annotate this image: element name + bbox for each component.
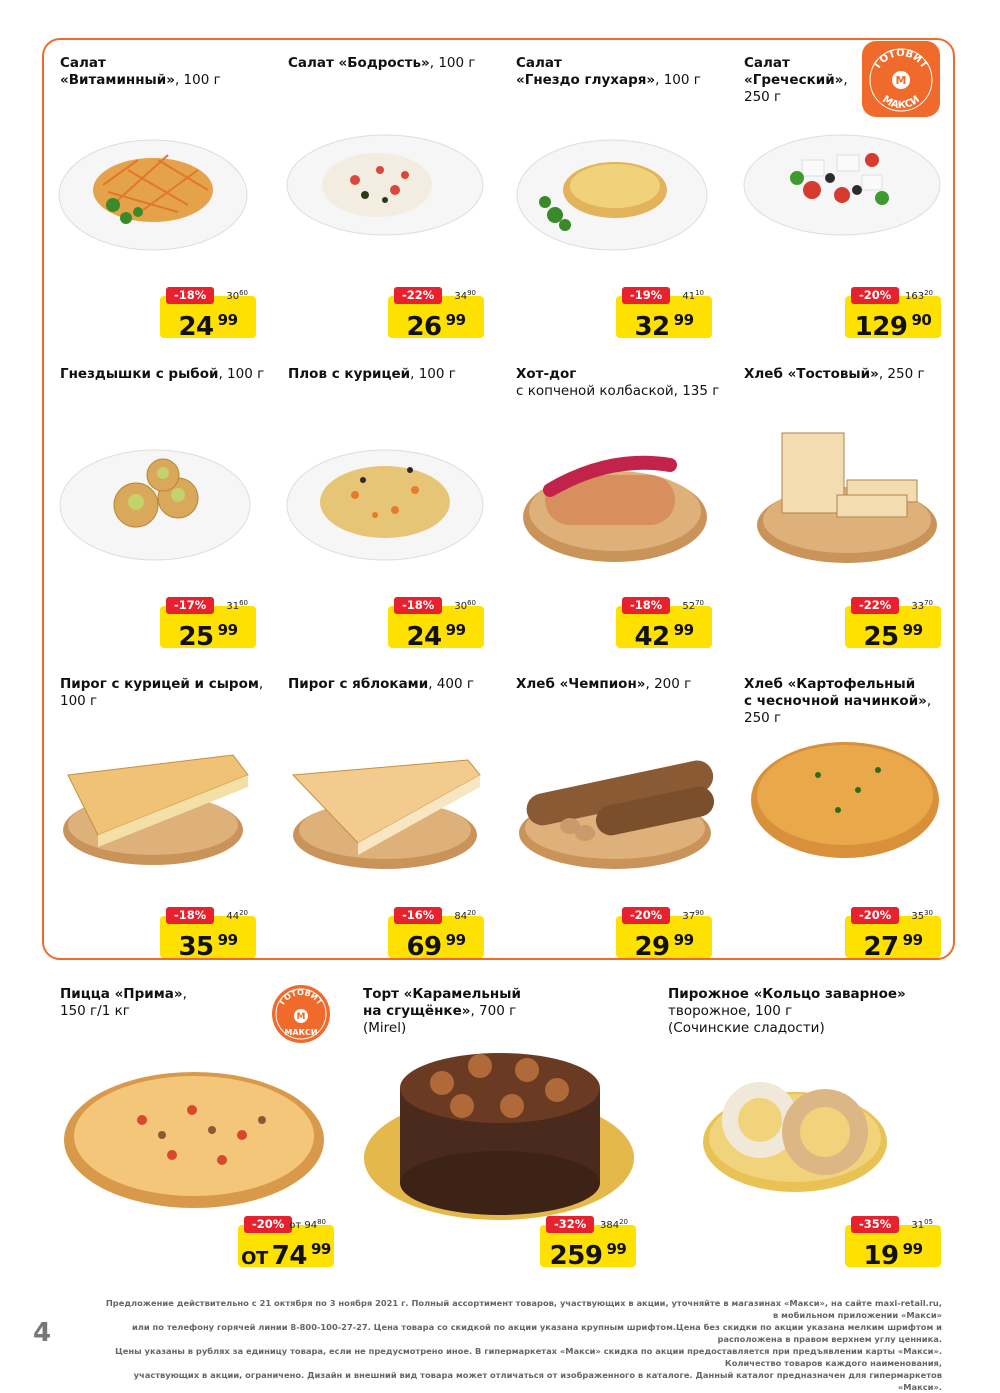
new-price: 24 $^{99}$ [406, 621, 466, 652]
old-price: $41^{10}$ [682, 289, 704, 302]
salad-greek-image [742, 130, 942, 240]
product-title: Салат «Греческий», 250 г [744, 55, 848, 105]
fish-nests-image [58, 440, 253, 565]
product-title: Салат «Витаминный», 100 г [60, 55, 221, 88]
old-price: от $94^{80}$ [289, 1218, 326, 1231]
ring-pastry-image [700, 1070, 890, 1195]
price-tag [238, 1216, 334, 1271]
product-title: Торт «Карамельный на сгущёнке», 700 г (Mirel) [363, 986, 521, 1036]
gotovit-maksi-badge [862, 41, 940, 117]
salad-vitamin-image [58, 130, 248, 255]
salad-bodrost-image [285, 130, 485, 240]
discount-badge: -35% [851, 1216, 899, 1233]
discount-badge: -22% [851, 597, 899, 614]
new-price: 25 $^{99}$ [863, 621, 923, 652]
price-tag [845, 907, 941, 962]
toast-bread-image [752, 425, 942, 565]
price-tag [845, 1216, 941, 1271]
discount-badge: -20% [622, 907, 670, 924]
discount-badge: -32% [546, 1216, 594, 1233]
discount-badge: -18% [166, 907, 214, 924]
discount-badge: -20% [244, 1216, 292, 1233]
product-title: Хлеб «Тостовый», 250 г [744, 366, 925, 382]
old-price: $30^{60}$ [226, 289, 248, 302]
product-title: Салат «Гнездо глухаря», 100 г [516, 55, 701, 88]
old-price: $84^{20}$ [454, 909, 476, 922]
new-price: 26 $^{99}$ [406, 311, 466, 342]
new-price: ОТ 74 $^{99}$ [241, 1240, 331, 1271]
pizza-image [62, 1060, 327, 1210]
new-price: 25 $^{99}$ [178, 621, 238, 652]
product-title: Пирог с яблоками, 400 г [288, 676, 474, 692]
price-tag [388, 287, 484, 342]
footer-line: Цены указаны в рублях за единицу товара, если не предусмотрено иное. В гипермаркетах «Макси» скидка по акции предоставляется при предъявлении карты «Макси». Количество товаров каждого наименования, [115, 1346, 942, 1368]
potato-bread-image [748, 735, 943, 860]
page-number: 4 [33, 1318, 52, 1348]
chicken-pie-image [58, 735, 253, 865]
new-price: 19 $^{99}$ [863, 1240, 923, 1271]
salad-nest-image [515, 130, 710, 255]
old-price: $384^{20}$ [599, 1218, 628, 1231]
discount-badge: -19% [622, 287, 670, 304]
svg-text:ГОТОВИТ: ГОТОВИТ [872, 47, 930, 71]
new-price: 24 $^{99}$ [178, 311, 238, 342]
footer-line: Предложение действительно с 21 октября по 3 ноября 2021 г. Полный ассортимент товаров, участвующих в акции, уточняйте в магазинах «Макси», на сайте maxi-retail.ru, в мобильном приложении «Макси» [105, 1298, 942, 1320]
svg-text:МАКСИ: МАКСИ [880, 94, 922, 112]
new-price: 29 $^{99}$ [634, 931, 694, 962]
price-tag [616, 287, 712, 342]
discount-badge: -18% [166, 287, 214, 304]
price-tag [388, 907, 484, 962]
product-title: Гнездышки с рыбой, 100 г [60, 366, 265, 382]
cake-image [362, 1028, 637, 1223]
svg-text:М: М [895, 74, 907, 87]
price-tag [160, 597, 256, 652]
price-tag [616, 597, 712, 652]
old-price: $37^{90}$ [682, 909, 704, 922]
price-tag [845, 287, 941, 342]
product-title: Хот-дог с копченой колбаской, 135 г [516, 366, 720, 399]
discount-badge: -18% [622, 597, 670, 614]
svg-text:ГОТОВИТ: ГОТОВИТ [277, 987, 325, 1007]
discount-badge: -18% [394, 597, 442, 614]
gotovit-maksi-badge [272, 985, 330, 1043]
discount-badge: -20% [851, 907, 899, 924]
price-tag [160, 287, 256, 342]
price-tag [845, 597, 941, 652]
old-price: $52^{70}$ [682, 599, 704, 612]
old-price: $31^{60}$ [226, 599, 248, 612]
champion-bread-image [515, 748, 715, 873]
product-title: Хлеб «Картофельный с чесночной начинкой», 250 г [744, 676, 932, 726]
product-title: Пицца «Прима», 150 г/1 кг [60, 986, 187, 1019]
old-price: $35^{30}$ [911, 909, 933, 922]
old-price: $34^{90}$ [454, 289, 476, 302]
price-tag [160, 907, 256, 962]
new-price: 35 $^{99}$ [178, 931, 238, 962]
product-title: Хлеб «Чемпион», 200 г [516, 676, 692, 692]
product-title: Салат «Бодрость», 100 г [288, 55, 476, 71]
price-tag [540, 1216, 636, 1271]
discount-badge: -17% [166, 597, 214, 614]
hotdog-image [520, 445, 710, 565]
new-price: 69 $^{99}$ [406, 931, 466, 962]
price-tag [616, 907, 712, 962]
svg-text:М: М [296, 1012, 306, 1022]
new-price: 27 $^{99}$ [863, 931, 923, 962]
old-price: $44^{20}$ [226, 909, 248, 922]
old-price: $31^{05}$ [911, 1218, 933, 1231]
product-title: Плов с курицей, 100 г [288, 366, 456, 382]
new-price: 129 $^{90}$ [854, 311, 932, 342]
old-price: $30^{60}$ [454, 599, 476, 612]
footer-line: участвующих в акции, ограничено. Дизайн и внешний вид товара может отличаться от изображенного в каталоге. Данный каталог предназначен для гипермаркетов «Макси». [133, 1370, 942, 1392]
svg-text:МАКСИ: МАКСИ [284, 1028, 318, 1037]
discount-badge: -16% [394, 907, 442, 924]
old-price: $163^{20}$ [904, 289, 933, 302]
product-title: Пирожное «Кольцо заварное» творожное, 100 г (Сочинские сладости) [668, 986, 906, 1036]
discount-badge: -20% [851, 287, 899, 304]
new-price: 42 $^{99}$ [634, 621, 694, 652]
new-price: 32 $^{99}$ [634, 311, 694, 342]
product-title: Пирог с курицей и сыром, 100 г [60, 676, 264, 709]
apple-pie-image [288, 735, 483, 870]
plov-image [285, 440, 485, 565]
discount-badge: -22% [394, 287, 442, 304]
new-price: 259 $^{99}$ [549, 1240, 627, 1271]
footer-line: или по телефону горячей линии 8-800-100-27-27. Цена товара со скидкой по акции указана крупным шрифтом.Цена без скидки по акции указана мелким шрифтом и расположена в правом верхнем углу ценника. [131, 1322, 942, 1344]
price-tag [388, 597, 484, 652]
legal-footer [100, 1297, 942, 1393]
old-price: $33^{70}$ [911, 599, 933, 612]
